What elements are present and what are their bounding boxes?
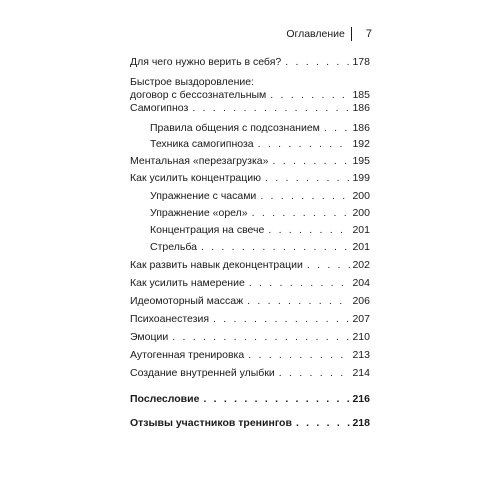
toc-entry[interactable] bbox=[130, 367, 370, 380]
toc-leader-dots bbox=[192, 102, 350, 115]
toc-entry-title: Послесловие bbox=[130, 393, 200, 405]
toc-leader-dots bbox=[270, 89, 350, 102]
toc-entry-title: договор с бессознательным bbox=[130, 89, 267, 101]
toc-entry-page: 185 bbox=[352, 89, 370, 101]
toc-entry-title: Эмоции bbox=[130, 331, 169, 343]
toc-entry[interactable] bbox=[130, 295, 370, 308]
toc-entry-title: Как развить навык деконцентрации bbox=[130, 259, 303, 271]
toc-leader-dots bbox=[247, 295, 350, 308]
toc-entry-title: Для чего нужно верить в себя? bbox=[130, 56, 282, 68]
toc-entry-page: 213 bbox=[352, 349, 370, 361]
toc-entry-title: Как усилить концентрацию bbox=[130, 172, 262, 184]
toc-entry[interactable] bbox=[130, 277, 370, 290]
toc-leader-dots bbox=[249, 277, 351, 290]
toc-entry[interactable] bbox=[130, 313, 370, 326]
toc-leader-dots bbox=[279, 367, 351, 380]
toc-subentry[interactable] bbox=[150, 190, 370, 203]
toc-entry-page: 186 bbox=[352, 102, 370, 114]
toc-leader-dots bbox=[260, 190, 350, 203]
running-head bbox=[286, 27, 372, 41]
toc-entry-title: Концентрация на свече bbox=[150, 224, 265, 236]
toc-subentry[interactable] bbox=[150, 122, 370, 135]
toc-entry-title: Идеомоторный массаж bbox=[130, 295, 244, 307]
toc-entry-title: Упражнение «орел» bbox=[150, 207, 248, 219]
toc-entry-title: Аутогенная тренировка bbox=[130, 349, 245, 361]
toc-leader-dots bbox=[201, 241, 351, 254]
toc-leader-dots bbox=[296, 417, 351, 430]
toc-entry-page: 186 bbox=[352, 122, 370, 134]
toc-entry-page: 207 bbox=[352, 313, 370, 325]
toc-leader-dots bbox=[268, 224, 350, 237]
toc-entry-page: 201 bbox=[352, 241, 370, 253]
toc-entry-title: Как усилить намерение bbox=[130, 277, 245, 289]
toc-entry-title: Создание внутренней улыбки bbox=[130, 367, 275, 379]
toc-entry-page: 199 bbox=[352, 172, 370, 184]
toc-entry-page: 214 bbox=[352, 367, 370, 379]
toc-entry-page: 204 bbox=[352, 277, 370, 289]
toc-leader-dots bbox=[252, 207, 351, 220]
toc-leader-dots bbox=[307, 259, 351, 272]
toc-leader-dots bbox=[203, 393, 350, 406]
toc-entry-page: 178 bbox=[352, 56, 370, 68]
toc-chapter-entry[interactable] bbox=[130, 393, 370, 406]
toc-leader-dots bbox=[272, 155, 350, 168]
toc-entry-page: 192 bbox=[352, 138, 370, 150]
toc-entry-page: 216 bbox=[352, 393, 370, 405]
toc-entry[interactable] bbox=[130, 155, 370, 168]
toc-leader-dots bbox=[258, 138, 351, 151]
toc-entry-title: Отзывы участников тренингов bbox=[130, 417, 292, 429]
toc-entry-title: Правила общения с подсознанием bbox=[150, 122, 320, 134]
toc-entry-title: Техника самогипноза bbox=[150, 138, 254, 150]
toc-subentry[interactable] bbox=[150, 207, 370, 220]
toc-leader-dots bbox=[285, 56, 350, 69]
toc-subentry[interactable] bbox=[150, 224, 370, 237]
toc-entry-page: 200 bbox=[352, 207, 370, 219]
toc-entry[interactable] bbox=[130, 56, 370, 69]
toc-leader-dots bbox=[265, 172, 350, 185]
toc-subentry[interactable] bbox=[150, 138, 370, 151]
toc-entry-title: Самогипноз bbox=[130, 102, 189, 114]
running-head-title: Оглавление bbox=[286, 27, 352, 41]
toc-entry[interactable] bbox=[130, 172, 370, 185]
toc-leader-dots bbox=[213, 313, 350, 326]
toc-entry[interactable] bbox=[130, 102, 370, 115]
toc-entry[interactable] bbox=[130, 331, 370, 344]
toc-subentry[interactable] bbox=[150, 241, 370, 254]
toc-entry-title-line1: Быстрое выздоровление: bbox=[130, 76, 255, 88]
toc-entry-title: Ментальная «перезагрузка» bbox=[130, 155, 269, 167]
toc-entry[interactable] bbox=[130, 259, 370, 272]
toc-entry[interactable] bbox=[130, 349, 370, 362]
toc-entry-page: 206 bbox=[352, 295, 370, 307]
toc-entry-title: Упражнение с часами bbox=[150, 190, 257, 202]
toc-entry-page: 195 bbox=[352, 155, 370, 167]
toc-entry-title: Психоанестезия bbox=[130, 313, 210, 325]
toc-leader-dots bbox=[172, 331, 350, 344]
toc-entry-page: 202 bbox=[352, 259, 370, 271]
toc-leader-dots bbox=[324, 122, 351, 135]
toc-entry-page: 218 bbox=[352, 417, 370, 429]
toc-entry-page: 210 bbox=[352, 331, 370, 343]
toc-leader-dots bbox=[248, 349, 350, 362]
toc-entry-page: 201 bbox=[352, 224, 370, 236]
toc-chapter-entry[interactable] bbox=[130, 417, 370, 430]
toc-entry-page: 200 bbox=[352, 190, 370, 202]
running-head-page-number: 7 bbox=[365, 28, 372, 40]
toc-entry-title: Стрельба bbox=[150, 241, 197, 253]
toc-entry[interactable] bbox=[130, 76, 370, 102]
